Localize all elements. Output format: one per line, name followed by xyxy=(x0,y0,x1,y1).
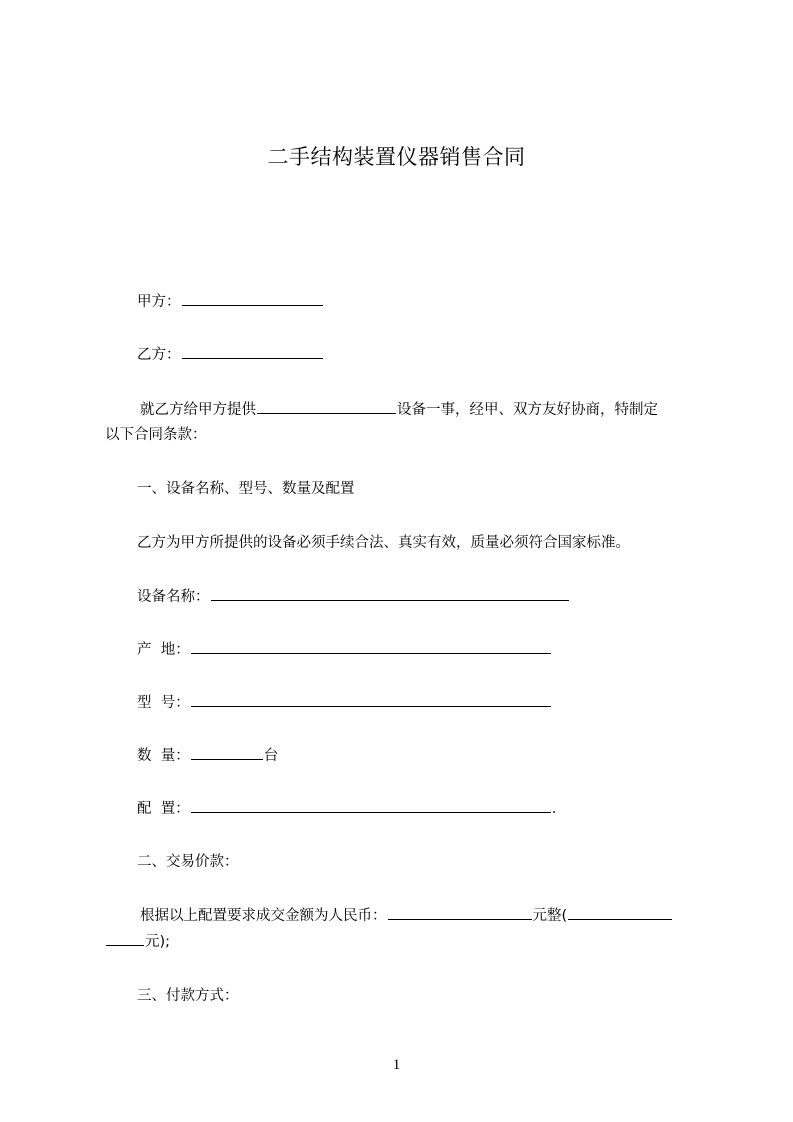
price-text-part1: 根据以上配置要求成交金额为人民币： xyxy=(140,908,387,924)
price-uppercase-blank[interactable] xyxy=(568,904,672,920)
config-blank[interactable] xyxy=(191,797,551,813)
page-number: 1 xyxy=(392,1057,401,1073)
origin-line xyxy=(137,638,552,661)
section-1-heading: 一、设备名称、型号、数量及配置 xyxy=(137,481,355,497)
price-line-2 xyxy=(105,930,170,953)
equipment-provided-blank[interactable] xyxy=(257,398,396,414)
equipment-name-blank[interactable] xyxy=(211,585,569,601)
quantity-blank[interactable] xyxy=(191,744,263,760)
section-2-heading: 二、交易价款： xyxy=(137,854,239,870)
document-title: 二手结构装置仪器销售合同 xyxy=(267,145,526,169)
price-uppercase-blank-continued[interactable] xyxy=(106,930,144,946)
party-a-blank[interactable] xyxy=(182,290,323,306)
intro-text-part2: 设备一事，经甲、双方友好协商，特制定 xyxy=(397,402,658,418)
equipment-name-line xyxy=(137,585,570,608)
quantity-label: 数 量： xyxy=(137,748,190,764)
config-line xyxy=(137,797,556,820)
party-b-label: 乙方： xyxy=(137,347,181,363)
model-blank[interactable] xyxy=(191,691,551,707)
quantity-unit: 台 xyxy=(263,748,279,764)
price-text-part2: 元整( xyxy=(532,908,568,924)
section-3-heading: 三、付款方式： xyxy=(137,988,239,1004)
party-b-line xyxy=(137,343,324,366)
intro-line-2: 以下合同条款： xyxy=(105,427,207,443)
origin-blank[interactable] xyxy=(191,638,551,654)
party-b-blank[interactable] xyxy=(182,343,323,359)
party-a-label: 甲方： xyxy=(137,294,181,310)
equipment-name-label: 设备名称： xyxy=(137,589,210,605)
price-line-1 xyxy=(140,904,673,927)
price-line-2-end: 元); xyxy=(145,934,171,950)
config-label: 配 置： xyxy=(137,801,190,817)
origin-label: 产 地： xyxy=(137,642,190,658)
model-line xyxy=(137,691,552,714)
section-1-statement: 乙方为甲方所提供的设备必须手续合法、真实有效，质量必须符合国家标准。 xyxy=(137,535,630,551)
quantity-line xyxy=(137,744,278,767)
config-end-mark: . xyxy=(551,801,557,817)
model-label: 型 号： xyxy=(137,695,190,711)
party-a-line xyxy=(137,290,324,313)
intro-line-1 xyxy=(140,398,658,421)
price-amount-blank[interactable] xyxy=(388,904,532,920)
intro-text-part1: 就乙方给甲方提供 xyxy=(140,402,256,418)
